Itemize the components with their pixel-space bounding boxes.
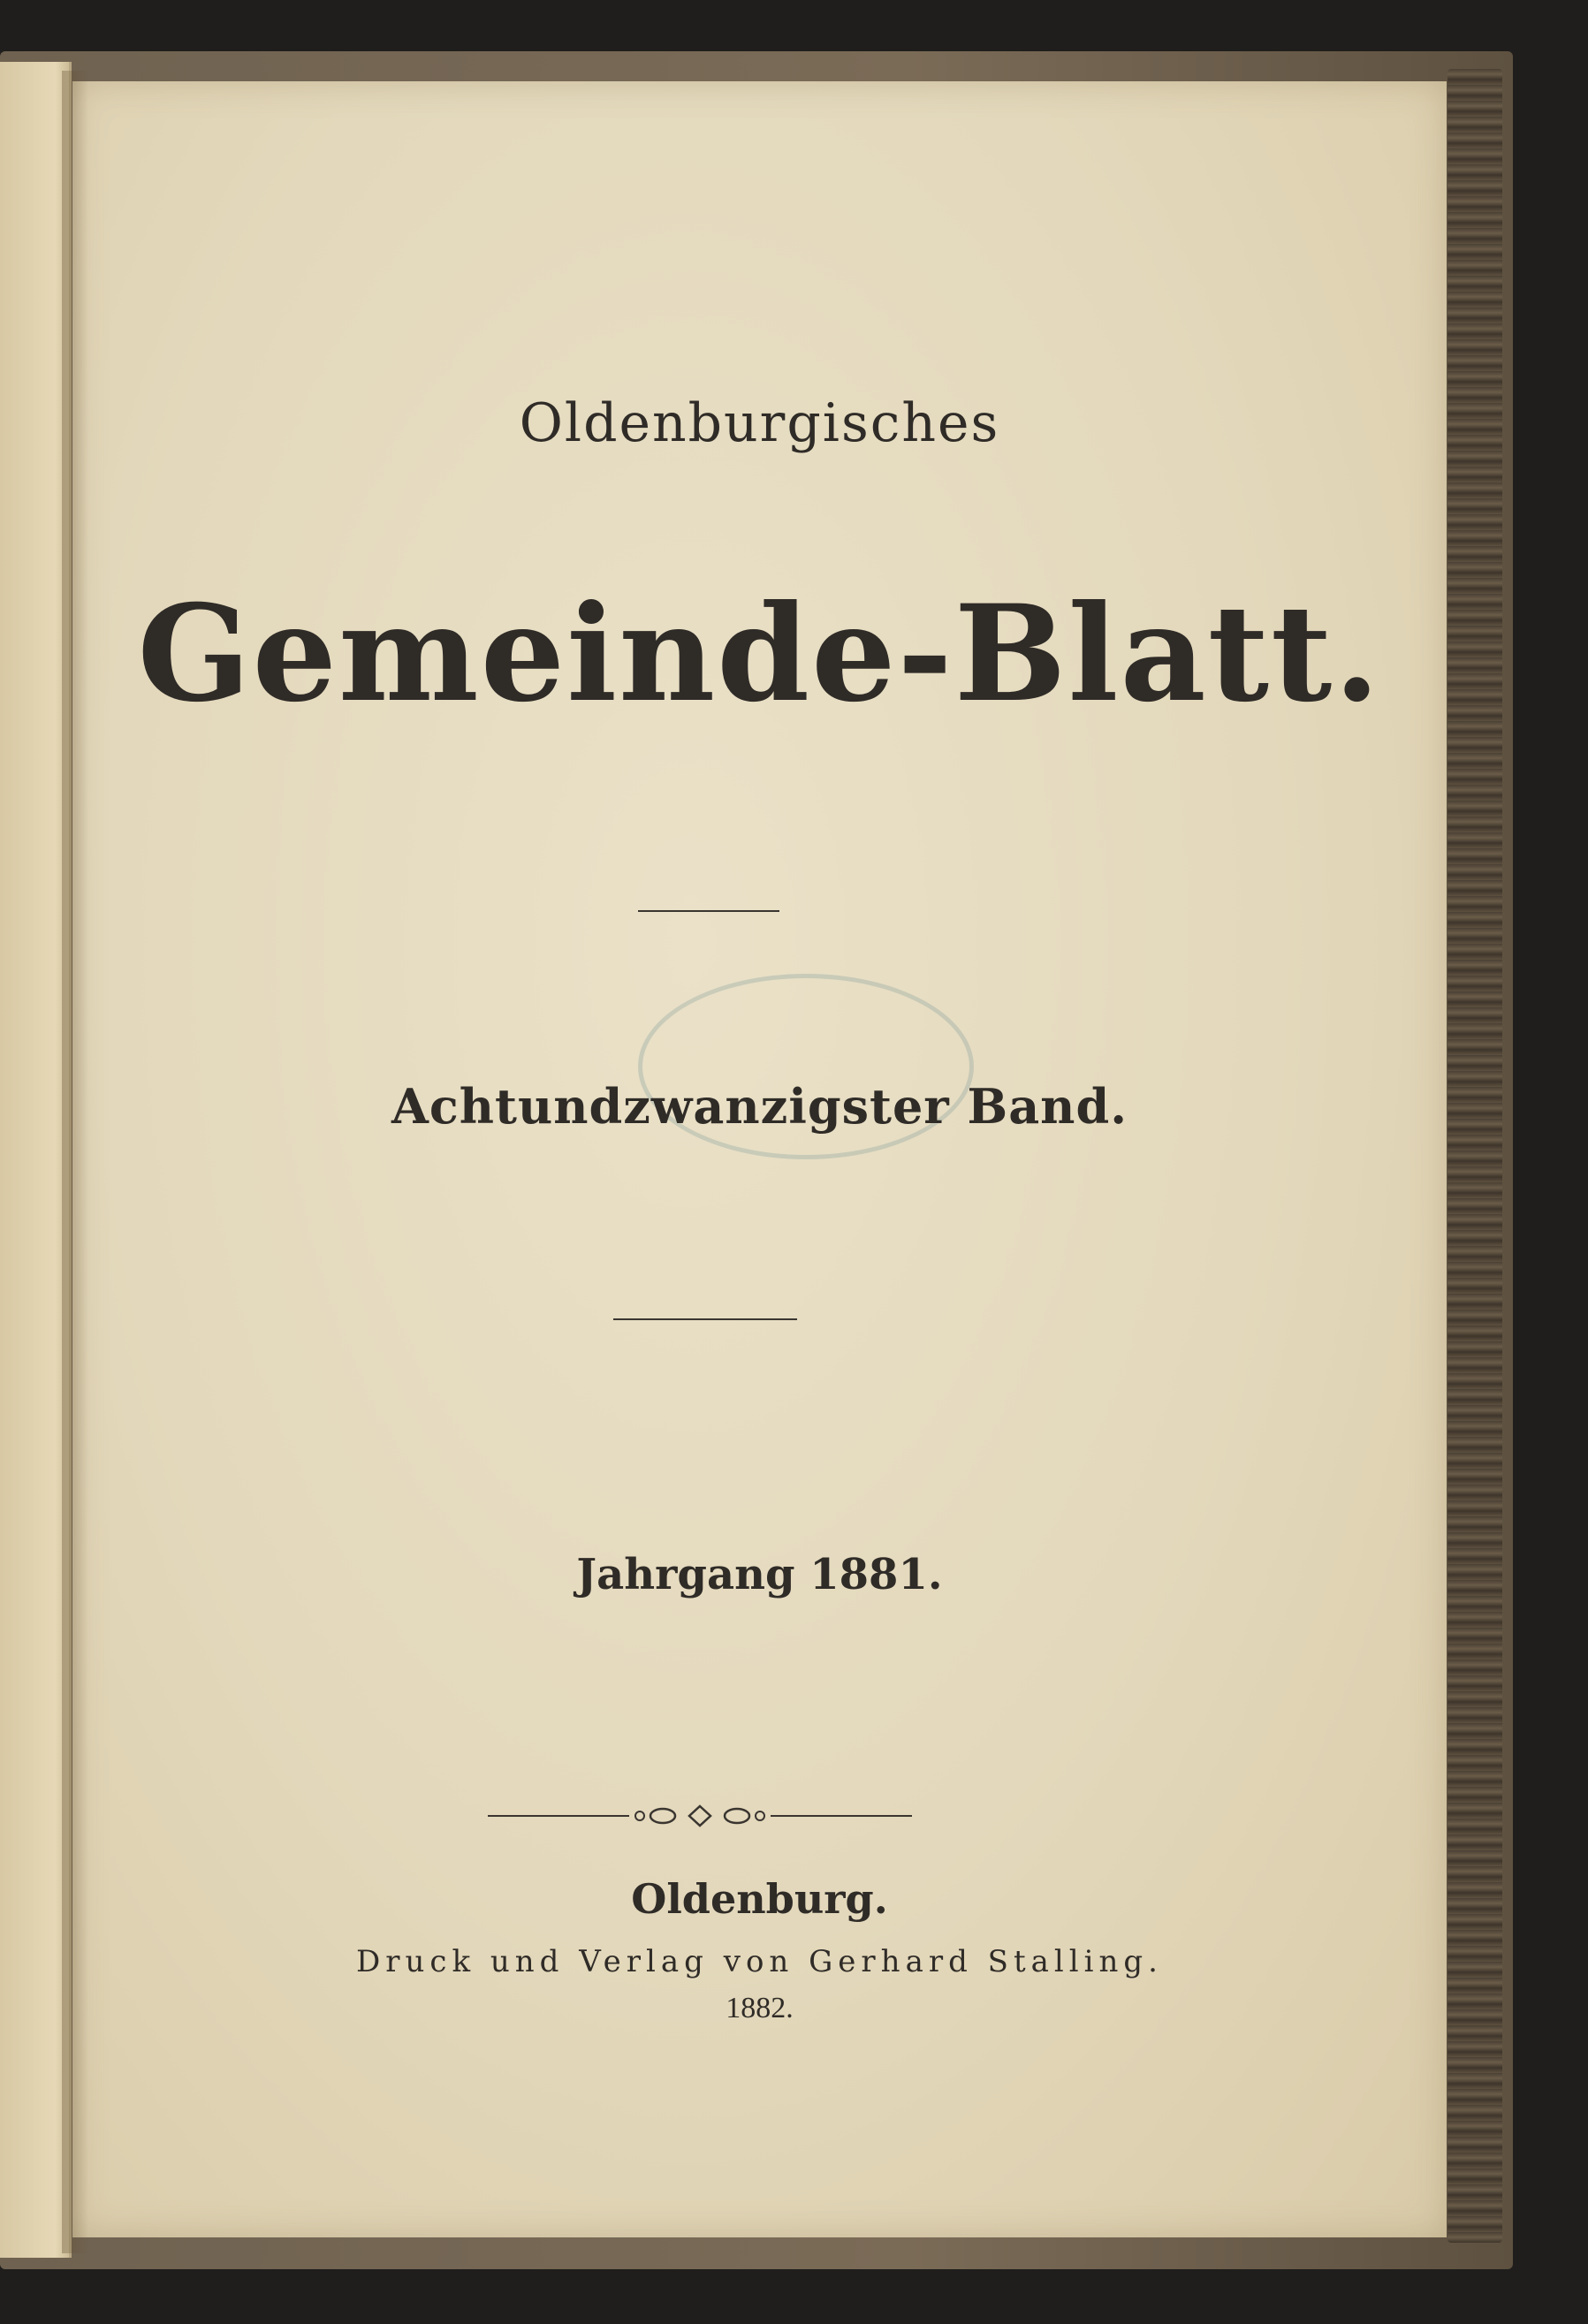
gutter-shadow (62, 71, 88, 2253)
divider-rule-middle (613, 1318, 797, 1320)
previous-page-edge (0, 62, 72, 2258)
title-page (72, 81, 1447, 2237)
main-title: Gemeinde-Blatt. (137, 576, 1382, 732)
divider-rule-top (638, 910, 779, 912)
volume-line: Achtundzwanzigster Band. (391, 1078, 1128, 1135)
year-line: Jahrgang 1881. (576, 1550, 943, 1599)
imprint-line: Druck und Verlag von Gerhard Stalling. (356, 1944, 1163, 1979)
ornament-rule (488, 1803, 912, 1829)
place-line: Oldenburg. (631, 1875, 888, 1923)
book-edge (1447, 69, 1502, 2243)
publication-date: 1882. (726, 1992, 794, 2024)
subtitle-line: Oldenburgisches (519, 392, 1000, 454)
